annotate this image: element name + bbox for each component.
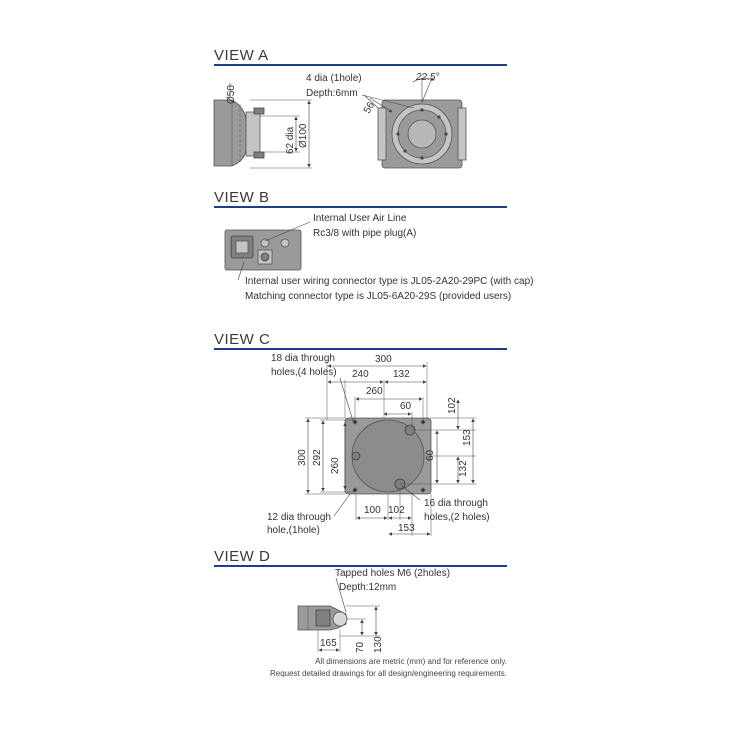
- view-b-matching-connector: Matching connector type is JL05-6A20-29S (provided users): [245, 291, 512, 302]
- view-d-tapped-depth: Depth:12mm: [339, 582, 397, 593]
- view-a-callout-depth: Depth:6mm: [306, 88, 358, 99]
- view-b-wiring-connector: Internal user wiring connector type is JL05-2A20-29PC (with cap): [245, 276, 534, 287]
- view-c-dim-top-300: 300: [375, 354, 392, 365]
- view-c-holes-16-line1: 16 dia through: [424, 498, 488, 509]
- view-b-title: VIEW B: [214, 189, 270, 206]
- view-c-dim-left-292: 292: [312, 449, 323, 466]
- view-c-dim-right-153: 153: [462, 429, 473, 446]
- view-c-holes-18-line1: 18 dia through: [271, 353, 335, 364]
- view-d-dim-70: 70: [355, 641, 366, 653]
- view-d-tapped-holes: Tapped holes M6 (2holes): [335, 568, 451, 579]
- view-a-callout-holes: 4 dia (1hole): [306, 73, 362, 84]
- view-a-dim-56: 56: [362, 100, 378, 116]
- footnote-line1: All dimensions are metric (mm) and for reference only.: [315, 657, 507, 666]
- view-c-holes-18-line2: holes,(4 holes): [271, 367, 337, 378]
- view-c-dim-left-260: 260: [330, 457, 341, 474]
- footnote-line2: Request detailed drawings for all design/engineering requirements.: [269, 669, 507, 678]
- view-a-title: VIEW A: [214, 47, 269, 64]
- view-a-dim-62: 62 dia: [285, 126, 296, 154]
- view-c-title: VIEW C: [214, 331, 271, 348]
- view-c-dim-bottom-102: 102: [388, 505, 405, 516]
- view-c-dim-right-102: 102: [447, 397, 458, 414]
- view-c-dim-right-132: 132: [458, 460, 469, 477]
- view-c-holes-12-line1: 12 dia through: [267, 512, 331, 523]
- view-b-part: [225, 222, 310, 280]
- view-b-air-line-spec: Rc3/8 with pipe plug(A): [313, 228, 417, 239]
- view-a-dim-100: Ø100: [298, 123, 309, 148]
- view-d-title: VIEW D: [214, 548, 271, 565]
- view-c-dim-right-60: 60: [425, 449, 436, 461]
- view-c-dim-top-240: 240: [352, 369, 369, 380]
- view-b-air-line-label: Internal User Air Line: [313, 213, 407, 224]
- view-c-dim-bottom-153: 153: [398, 523, 415, 534]
- view-c-dim-top-60: 60: [400, 401, 412, 412]
- view-a-angle-label: 22.5°: [416, 72, 440, 83]
- view-c-dim-bottom-100: 100: [364, 505, 381, 516]
- view-d-dim-165: 165: [320, 638, 337, 649]
- view-a-dim-50: Ø50: [226, 85, 237, 104]
- view-c-holes-16-line2: holes,(2 holes): [424, 512, 490, 523]
- view-c-holes-12-line2: hole,(1hole): [267, 525, 320, 536]
- view-a-front-part: [362, 78, 466, 168]
- view-c-dim-top-260: 260: [366, 386, 383, 397]
- view-d-dim-130: 130: [373, 636, 384, 653]
- view-c-dim-top-132: 132: [393, 369, 410, 380]
- view-c-dim-left-300: 300: [297, 449, 308, 466]
